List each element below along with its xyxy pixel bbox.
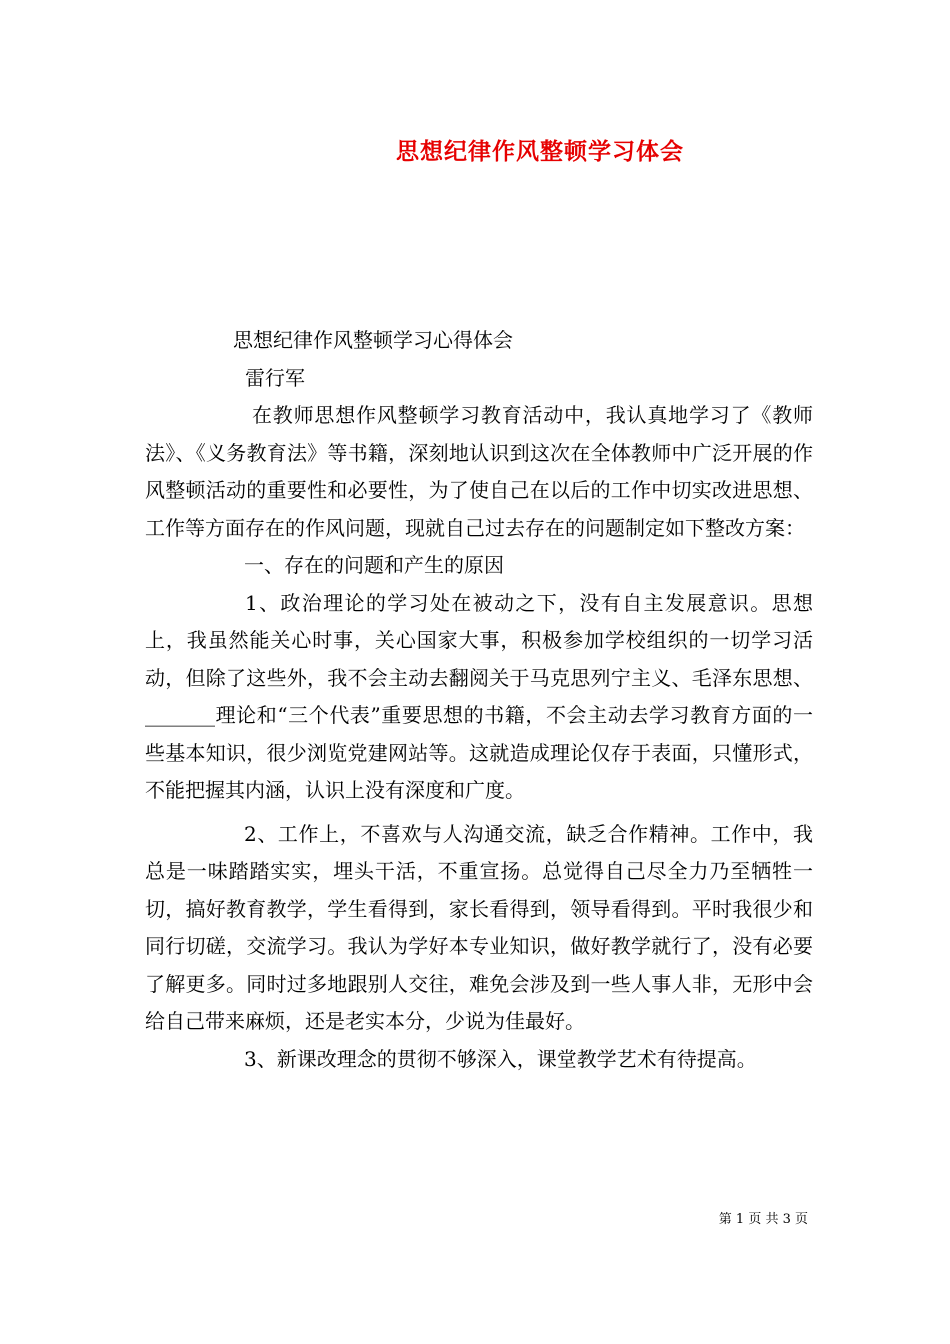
page-title: 思想纪律作风整顿学习体会 bbox=[396, 138, 684, 165]
problem-paragraph-3: 3、新课改理念的贯彻不够深入，课堂教学艺术有待提高。 bbox=[244, 1046, 757, 1071]
document-body bbox=[145, 322, 813, 1078]
intro-paragraph: 在教师思想作风整顿学习教育活动中，我认真地学习了《教师法》、《义务教育法》等书籍，深刻地认识到这次在全体教师中广泛开展的作风整顿活动的重要性和必要性，为了使自己在以后的工作中切实改进思想、工作等方面存在的作风问题，现就自己过去存在的问题制定如下整改方案： bbox=[145, 403, 813, 540]
section-heading: 一、存在的问题和产生的原因 bbox=[244, 553, 504, 577]
author-name: 雷行军 bbox=[245, 365, 305, 390]
problem-paragraph-1: 1、政治理论的学习处在被动之下，没有自主发展意识。思想上，我虽然能关心时事，关心国家大事，积极参加学校组织的一切学习活动，但除了这些外，我不会主动去翻阅关于马克思列宁主义、毛泽东思想、_______理论和“三个代表”重要思想的书籍，不会主动去学习教育方面的一些基本知识，很少浏览党建网站等。这就造成理论仅存于表面，只懂形式，不能把握其内涵，认识上没有深度和广度。 bbox=[145, 590, 813, 802]
problem-paragraph-2: 2、工作上，不喜欢与人沟通交流，缺乏合作精神。工作中，我总是一味踏踏实实，埋头干活，不重宣扬。总觉得自己尽全力乃至牺牲一切，搞好教育教学，学生看得到，家长看得到，领导看得到。平时我很少和同行切磋，交流学习。我认为学好本专业知识，做好教学就行了，没有必要了解更多。同时过多地跟别人交往，难免会涉及到一些人事人非，无形中会给自己带来麻烦，还是老实本分，少说为佳最好。 bbox=[145, 821, 813, 1033]
page-footer: 第 1 页 共 3 页 bbox=[718, 1212, 808, 1227]
document-heading: 思想纪律作风整顿学习心得体会 bbox=[233, 328, 513, 352]
